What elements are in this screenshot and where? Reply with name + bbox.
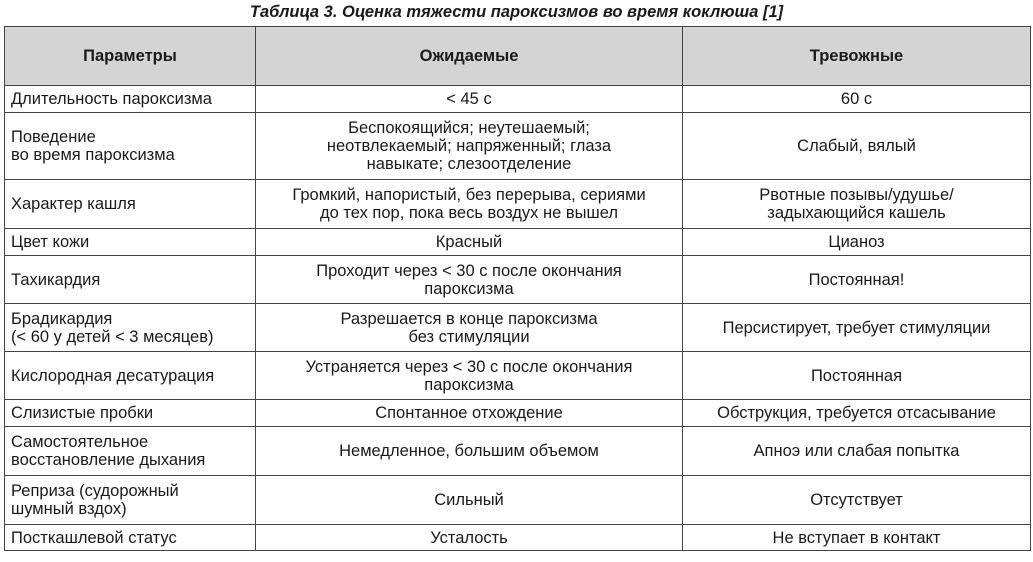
parameter-cell: Цвет кожи <box>5 229 256 256</box>
alarming-cell: Слабый, вялый <box>683 113 1031 180</box>
alarming-cell: Персистирует, требует стимуляции <box>683 304 1031 352</box>
table-row <box>5 400 1031 427</box>
expected-cell: Сильный <box>256 476 683 525</box>
parameter-cell: Тахикардия <box>5 256 256 304</box>
parameter-cell: Поведение во время пароксизма <box>5 113 256 180</box>
table-row <box>5 476 1031 525</box>
alarming-cell: Апноэ или слабая попытка <box>683 427 1031 476</box>
table-row <box>5 525 1031 551</box>
alarming-cell: Рвотные позывы/удушье/ задыхающийся кашель <box>683 180 1031 229</box>
parameter-cell: Кислородная десатурация <box>5 352 256 400</box>
table-row <box>5 86 1031 113</box>
header-alarming: Тревожные <box>683 27 1031 86</box>
parameter-cell: Брадикардия (< 60 у детей < 3 месяцев) <box>5 304 256 352</box>
expected-cell: Беспокоящийся; неутешаемый; неотвлекаемый; напряженный; глаза навыкате; слезоотделение <box>256 113 683 180</box>
paroxysm-severity-table <box>4 26 1031 551</box>
table-row <box>5 229 1031 256</box>
alarming-cell: Постоянная <box>683 352 1031 400</box>
alarming-cell: Обструкция, требуется отсасывание <box>683 400 1031 427</box>
expected-cell: Немедленное, большим объемом <box>256 427 683 476</box>
expected-cell: Разрешается в конце пароксизма без стимуляции <box>256 304 683 352</box>
expected-cell: Усталость <box>256 525 683 551</box>
table-row <box>5 180 1031 229</box>
parameter-cell: Самостоятельное восстановление дыхания <box>5 427 256 476</box>
expected-cell: Красный <box>256 229 683 256</box>
expected-cell: Проходит через < 30 с после окончания пароксизма <box>256 256 683 304</box>
table-row <box>5 427 1031 476</box>
table-row <box>5 113 1031 180</box>
header-parameters: Параметры <box>5 27 256 86</box>
parameter-cell: Характер кашля <box>5 180 256 229</box>
header-expected: Ожидаемые <box>256 27 683 86</box>
table-row <box>5 304 1031 352</box>
table-row <box>5 352 1031 400</box>
expected-cell: < 45 с <box>256 86 683 113</box>
alarming-cell: Цианоз <box>683 229 1031 256</box>
parameter-cell: Слизистые пробки <box>5 400 256 427</box>
table-row <box>5 256 1031 304</box>
expected-cell: Громкий, напористый, без перерыва, сериями до тех пор, пока весь воздух не вышел <box>256 180 683 229</box>
table-header-row <box>5 27 1031 86</box>
alarming-cell: Отсутствует <box>683 476 1031 525</box>
expected-cell: Устраняется через < 30 с после окончания пароксизма <box>256 352 683 400</box>
parameter-cell: Длительность пароксизма <box>5 86 256 113</box>
table-caption: Таблица 3. Оценка тяжести пароксизмов во время коклюша [1] <box>249 3 784 21</box>
alarming-cell: Не вступает в контакт <box>683 525 1031 551</box>
expected-cell: Спонтанное отхождение <box>256 400 683 427</box>
alarming-cell: 60 с <box>683 86 1031 113</box>
alarming-cell: Постоянная! <box>683 256 1031 304</box>
parameter-cell: Посткашлевой статус <box>5 525 256 551</box>
parameter-cell: Реприза (судорожный шумный вздох) <box>5 476 256 525</box>
